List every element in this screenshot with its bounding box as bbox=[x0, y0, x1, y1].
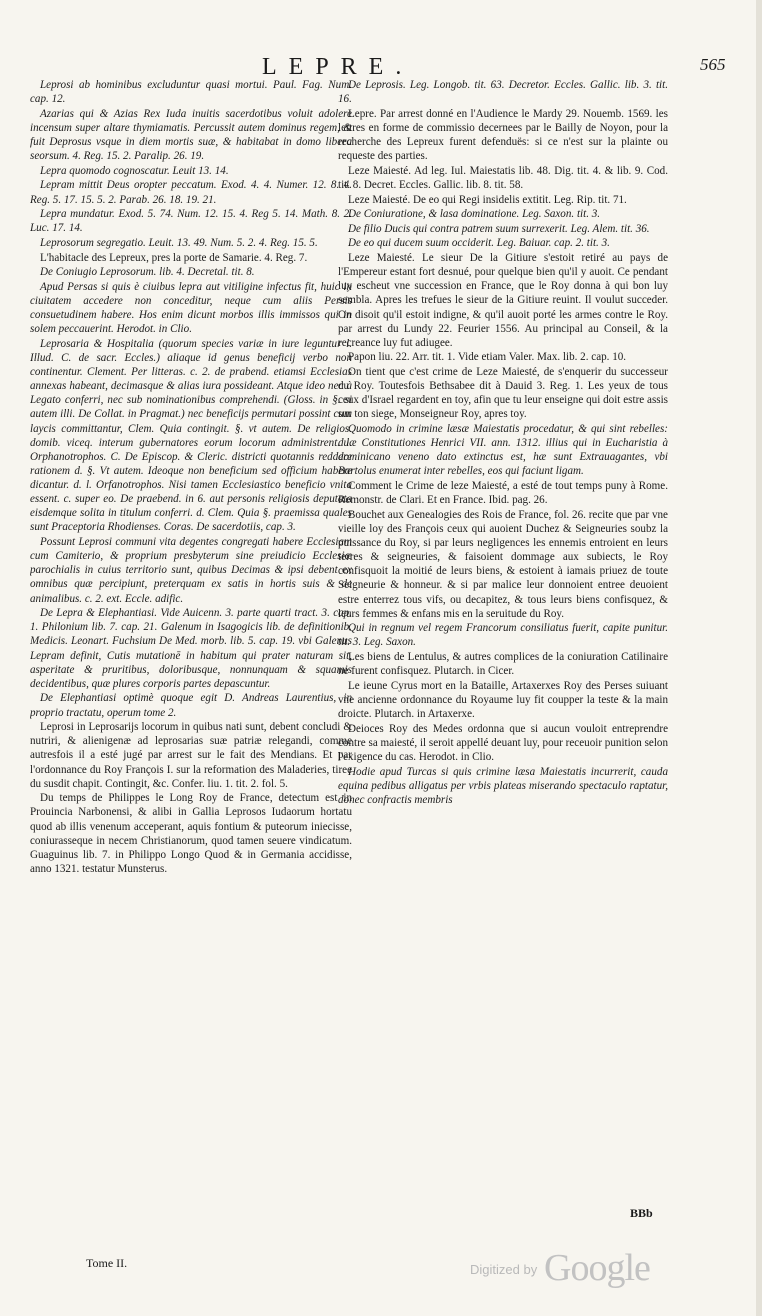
paragraph: Deioces Roy des Medes ordonna que si aucun vouloit entreprendre contre sa maiesté, il seroit appellé deuant luy, pour receuoir punition selon l'exigence du cas. Herodot. in Clio. bbox=[338, 722, 668, 763]
paragraph: Leze Maiesté. Ad leg. Iul. Maiestatis lib. 48. Dig. tit. 4. & lib. 9. Cod. tit. 8. Decret. Eccles. Gallic. lib. 8. tit. 58. bbox=[338, 164, 668, 191]
paragraph: Leze Maiesté. Le sieur De la Gitiure s'estoit retiré au pays de l'Empereur estant fort desnué, pour quelque bien qu'il y auoit. Ce pendant luy escheut vne succession en France, que le Roy donna à qui bon luy sembla. Apres les trefues le sieur de la Gitiure reuint. Il voulut succeder. On disoit qu'il estoit indigne, & qu'il auoit porté les armes contre le Roy. par arrest du Lundy 22. Feurier 1556. Au principal au Conseil, & la recreance luy fut adiugee. bbox=[338, 252, 668, 349]
paragraph: Comment le Crime de leze Maiesté, a esté de tout temps puny à Rome. Remonstr. de Clari. Et en France. Ibid. pag. 26. bbox=[338, 480, 668, 507]
paragraph: Papon liu. 22. Arr. tit. 1. Vide etiam Valer. Max. lib. 2. cap. 10. bbox=[348, 351, 627, 364]
paragraph: Quomodo in crimine læsæ Maiestatis procedatur, & qui sint rebelles: duæ Constitutiones Henrici VII. ann. 1312. illius qui in Eucharistia à dominicano veneno dato extinctus est, hæ sunt Extrauagantes, vbi Bartolus enumerat inter rebelles, eos qui faciunt ligam. bbox=[338, 423, 668, 478]
paragraph: De filio Ducis qui contra patrem suum surrexerit. Leg. Alem. tit. 36. bbox=[348, 222, 650, 235]
page-edge bbox=[756, 0, 762, 1316]
paragraph: Apud Persas si quis è ciuibus lepra aut vitiligine infectus fit, huic in ciuitatem accedere non conceditur, neque cum aliis Persis consuetudinem habere. Hos enim dicunt morbos illis immissos qui in solem peccauerint. Herodot. in Clio. bbox=[30, 280, 352, 336]
google-watermark: Google bbox=[544, 1247, 650, 1289]
paragraph: De Coniuratione, & lasa dominatione. Leg. Saxon. tit. 3. bbox=[348, 208, 601, 221]
paragraph: Bouchet aux Genealogies des Rois de France, fol. 26. recite que par vne vieille loy des François ceux qui auoient Duchez & Seigneuries soubz la puissance du Roy, si par leurs negligences les ennemis entroient en leurs terres & seigneuries, & faisoient dommage aux subiects, le Roy confisquoit la moitié de leurs biens, & estoient à iamais priuez de toute Seigneurie & honneur. & si par malice leur donnoient entree deuoient estre enterrez tous vifs, ou decapitez, & tous leurs biens confisquez, & leurs femmes & enfans mis en la seruitude du Roy. bbox=[338, 508, 668, 620]
volume-label: Tome II. bbox=[86, 1256, 128, 1270]
paragraph: De Lepra & Elephantiasi. Vide Auicenn. 3. parte quarti tract. 3. cap. 1. Philonium lib. 7. cap. 21. Galenum in Isagogicis lib. de definitionib. Medicis. Leonart. Fuchsium De Med. morb. lib. 5. cap. 19. vbi Galenus Lepram definit, Cutis mutationē in habitum qui prater naturam sit, asperitate & pruritibus, doloribusque, nonnunquam & squamis decidentibus, quæ plures corporis partes depascuntur. bbox=[30, 607, 352, 690]
paragraph: Leprosorum segregatio. Leuit. 13. 49. Num. 5. 2. 4. Reg. 15. 5. bbox=[40, 236, 318, 249]
paragraph: Azarias qui & Azias Rex Iuda inuitis sacerdotibus voluit adolere incensum super altare thymiamatis. Percussit autem dominus regem, & fuit Deprosus vsque in diem mortis suæ, & habitabat in domo libera seorsum. 4. Reg. 15. 2. Paralip. 26. 19. bbox=[30, 107, 352, 163]
digitized-by-label: Digitized by bbox=[470, 1262, 538, 1277]
paragraph: Leprosi in Leprosarijs locorum in quibus nati sunt, debent concludi & nutriri, & alienigenæ ad leprosarias suæ patriæ relegandi, comme autresfois il a esté jugé par arrest sur le fait des Mendians. Et par l'ordonnance du Roy François I. sur la reformation des Maladeries, tiree du susdit chapit. Contingit, &c. Confer. liu. 1. tit. 2. fol. 5. bbox=[30, 721, 352, 790]
paragraph: De Coniugio Leprosorum. lib. 4. Decretal. tit. 8. bbox=[40, 266, 255, 279]
page-number: 565 bbox=[700, 55, 726, 74]
right-column bbox=[338, 78, 668, 1214]
paragraph: Les biens de Lentulus, & autres complices de la coniuration Catilinaire ne furent confisquez. Plutarch. in Cicer. bbox=[338, 651, 668, 678]
paragraph: On tient que c'est crime de Leze Maiesté, de s'enquerir du successeur du Roy. Toutesfois Bethsabee dit à Dauid 3. Reg. 1. Les yeux de tous ceux d'Israel regardent en toy, afin que tu leur enseigne qui doit estre assis sur ton siege, Monseigneur Roy, apres toy. bbox=[338, 366, 668, 421]
paragraph: Leprosaria & Hospitalia (quorum species variæ in iure leguntur l. Illud. C. de sacr. Eccles.) aliaque id genus beneficij verbo non continentur. Clement. Per litteras. c. 2. de prabend. etiamsi Ecclesias annexas habeant, decimasque & alias iura possideant. Atque ideo nec à Legato conferri, nec sub nominationibus comprehendi. (Gloss. in §. si autem illi. De Collat. in Pragmat.) nec beneficijs permutari possint cum laycis committantur, Clem. Quia contingit. §. vt autem. De religios. domib. viceq. interum gubernatores eorum locorum administrent. l. Orphanotrophos. C. De Episcop. & Cleric. districti quotannis reddere rationem d. §. Vt autem. Ideoque non beneficium sed officium habere dicantur. d. l. Orfanotrophos. Nisi tamen Ecclesiastico beneficio vnita essent. c. super eo. De praebend. in 6. aut personis religiosis deputata eisdemque solita in titulum conferri. d. Clem. Quia §. praemissa quales sunt Praceptoria Rhodienses. Coras. De sacerdotiis, cap. 3. bbox=[30, 337, 352, 534]
paragraph: Lepre. Par arrest donné en l'Audience le Mardy 29. Nouemb. 1569. les lettres en forme de commissio decernees par le Bailly de Noyon, pour la recherche des Lepreux furent defenduës: si ce n'est sur la plainte ou requeste des parties. bbox=[338, 107, 668, 163]
paragraph: L'habitacle des Lepreux, pres la porte de Samarie. 4. Reg. 7. bbox=[40, 251, 308, 264]
paragraph: Qui in regnum vel regem Francorum consiliatus fuerit, capite punitur. tit. 3. Leg. Saxon. bbox=[338, 622, 668, 649]
paragraph: De eo qui ducem suum occiderit. Leg. Baiuar. cap. 2. tit. 3. bbox=[348, 237, 610, 250]
paragraph: Du temps de Philippes le Long Roy de France, detectum est in Prouincia Narbonensi, & alibi in Gallia Leprosos Iudaorum hortatu quod ab illis venenum acceperant, aquis fontium & puteorum iniecisse, coniurasseque in necem Christianorum, quod tamen seuere vindicatum. Guaguinus lib. 7. in Philippo Longo Quod & in Germania accidisse, anno 1321. testatur Munsterus. bbox=[30, 792, 352, 875]
paragraph: Hodie apud Turcas si quis crimine læsa Maiestatis incurrerit, cauda equina pedibus alligatus per vrbis plateas miserando spectaculo raptatur, donec confractis membris bbox=[338, 765, 668, 806]
paragraph: De Elephantiasi optimè quoque egit D. Andreas Laurentius, in proprio tractatu, operum tome 2. bbox=[30, 692, 352, 719]
running-title: LEPRE. bbox=[262, 54, 414, 80]
paragraph: Lepra quomodo cognoscatur. Leuit 13. 14. bbox=[40, 164, 229, 177]
paragraph: Lepra mundatur. Exod. 5. 74. Num. 12. 15. 4. Reg 5. 14. Math. 8. 2. Luc. 17. 14. bbox=[30, 208, 352, 235]
left-column bbox=[30, 78, 352, 1266]
paragraph: Le ieune Cyrus mort en la Bataille, Artaxerxes Roy des Perses suiuant vne ancienne ordonnance du Royaume luy fit coupper la teste & la main droicte. Plutarch. in Artaxerxe. bbox=[338, 679, 668, 720]
paragraph: Lepram mittit Deus oropter peccatum. Exod. 4. 4. Numer. 12. 8. 4. Reg. 5. 17. 15. 5. 2. Parab. 26. 18. 19. 21. bbox=[30, 179, 352, 206]
paragraph: Possunt Leprosi communi vita degentes congregati habere Ecclesiam cum Camiterio, & proprium presbyterum sine preiudicio Ecclesiæ parochialis in cuius territorio sunt, quibus Decimas & ipsi debent ex omnibus quæ percipiunt, preterquam ex satis in hortis suis & de animalibus. c. 2. ext. Eccle. adific. bbox=[30, 536, 352, 605]
signature-mark: BBb bbox=[630, 1206, 653, 1220]
paragraph: Leprosi ab hominibus excluduntur quasi mortui. Paul. Fag. Num. cap. 12. bbox=[30, 79, 352, 106]
paragraph: Leze Maiesté. De eo qui Regi insidelis extitit. Leg. Rip. tit. 71. bbox=[348, 193, 627, 206]
paragraph: De Leprosis. Leg. Longob. tit. 63. Decretor. Eccles. Gallic. lib. 3. tit. 16. bbox=[338, 79, 668, 106]
